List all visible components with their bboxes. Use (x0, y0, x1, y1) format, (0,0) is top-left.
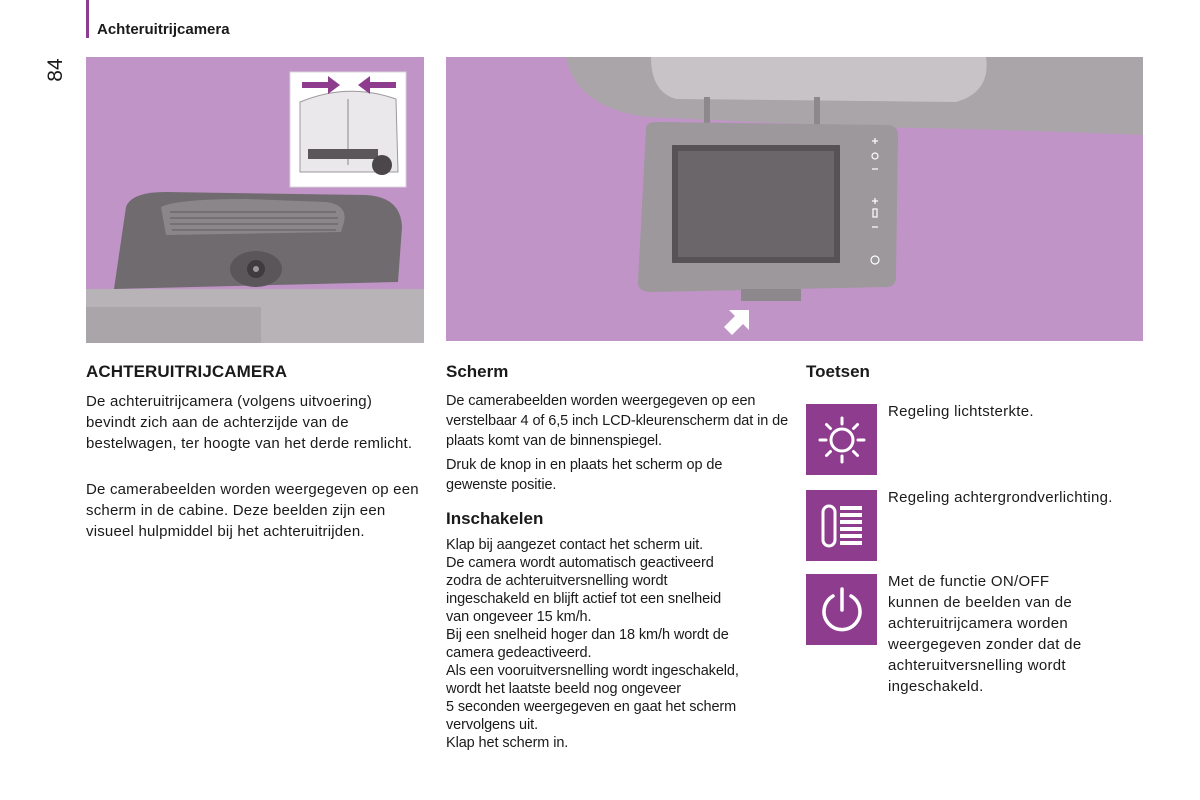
inschakelen-line: Bij een snelheid hoger dan 18 km/h wordt de (446, 627, 729, 643)
inschakelen-line: zodra de achteruitversnelling wordt (446, 573, 668, 589)
inschakelen-text (446, 536, 791, 752)
key-text-brightness: Regeling lichtsterkte. (888, 403, 1034, 420)
left-paragraph-1: De achteruitrijcamera (volgens uitvoering) bevindt zich aan de achterzijde van de bestelwagen, ter hoogte van het derde remlicht. (86, 393, 413, 452)
inschakelen-line: camera gedeactiveerd. (446, 645, 592, 661)
sun-brightness-icon (806, 404, 877, 475)
lcd-screen-illustration (446, 57, 1143, 341)
key-text-onoff: Met de functie ON/OFF kunnen de beelden van de achteruitrijcamera worden weergegeven zonder dat de achteruitversnelling wordt ingeschakeld. (888, 573, 1082, 695)
inschakelen-line: Klap het scherm in. (446, 735, 569, 751)
inschakelen-line: wordt het laatste beeld nog ongeveer (446, 681, 682, 697)
heading-achteruitrijcamera: ACHTERUITRIJCAMERA (86, 362, 288, 381)
inschakelen-line: De camera wordt automatisch geactiveerd (446, 555, 714, 571)
left-paragraph-2: De camerabeelden worden weergegeven op een scherm in de cabine. Deze beelden zijn een visueel hulpmiddel bij het achteruitrijden. (86, 481, 419, 540)
heading-toetsen: Toetsen (806, 362, 870, 381)
inschakelen-line: Klap bij aangezet contact het scherm uit. (446, 537, 704, 553)
inschakelen-line: vervolgens uit. (446, 717, 538, 733)
inschakelen-line: ingeschakeld en blijft actief tot een snelheid (446, 591, 722, 607)
heading-scherm: Scherm (446, 362, 509, 381)
header-accent-bar (86, 0, 89, 38)
scherm-paragraph-1: De camerabeelden worden weergegeven op een verstelbaar 4 of 6,5 inch LCD-kleurenscherm dat in de plaats komt van de binnenspiegel. (446, 393, 789, 449)
page-number: 84 (44, 58, 67, 82)
inschakelen-line: 5 seconden weergegeven en gaat het scherm (446, 699, 737, 715)
power-icon (806, 574, 877, 645)
inschakelen-line: Als een vooruitversnelling wordt ingeschakeld, (446, 663, 739, 679)
key-text-backlight: Regeling achtergrondverlichting. (888, 489, 1113, 506)
inschakelen-line: van ongeveer 15 km/h. (446, 609, 592, 625)
backlight-icon (806, 490, 877, 561)
heading-inschakelen: Inschakelen (446, 509, 544, 528)
section-title: Achteruitrijcamera (97, 21, 230, 38)
camera-illustration (86, 57, 424, 343)
scherm-paragraph-2: Druk de knop in en plaats het scherm op de gewenste positie. (446, 457, 723, 493)
